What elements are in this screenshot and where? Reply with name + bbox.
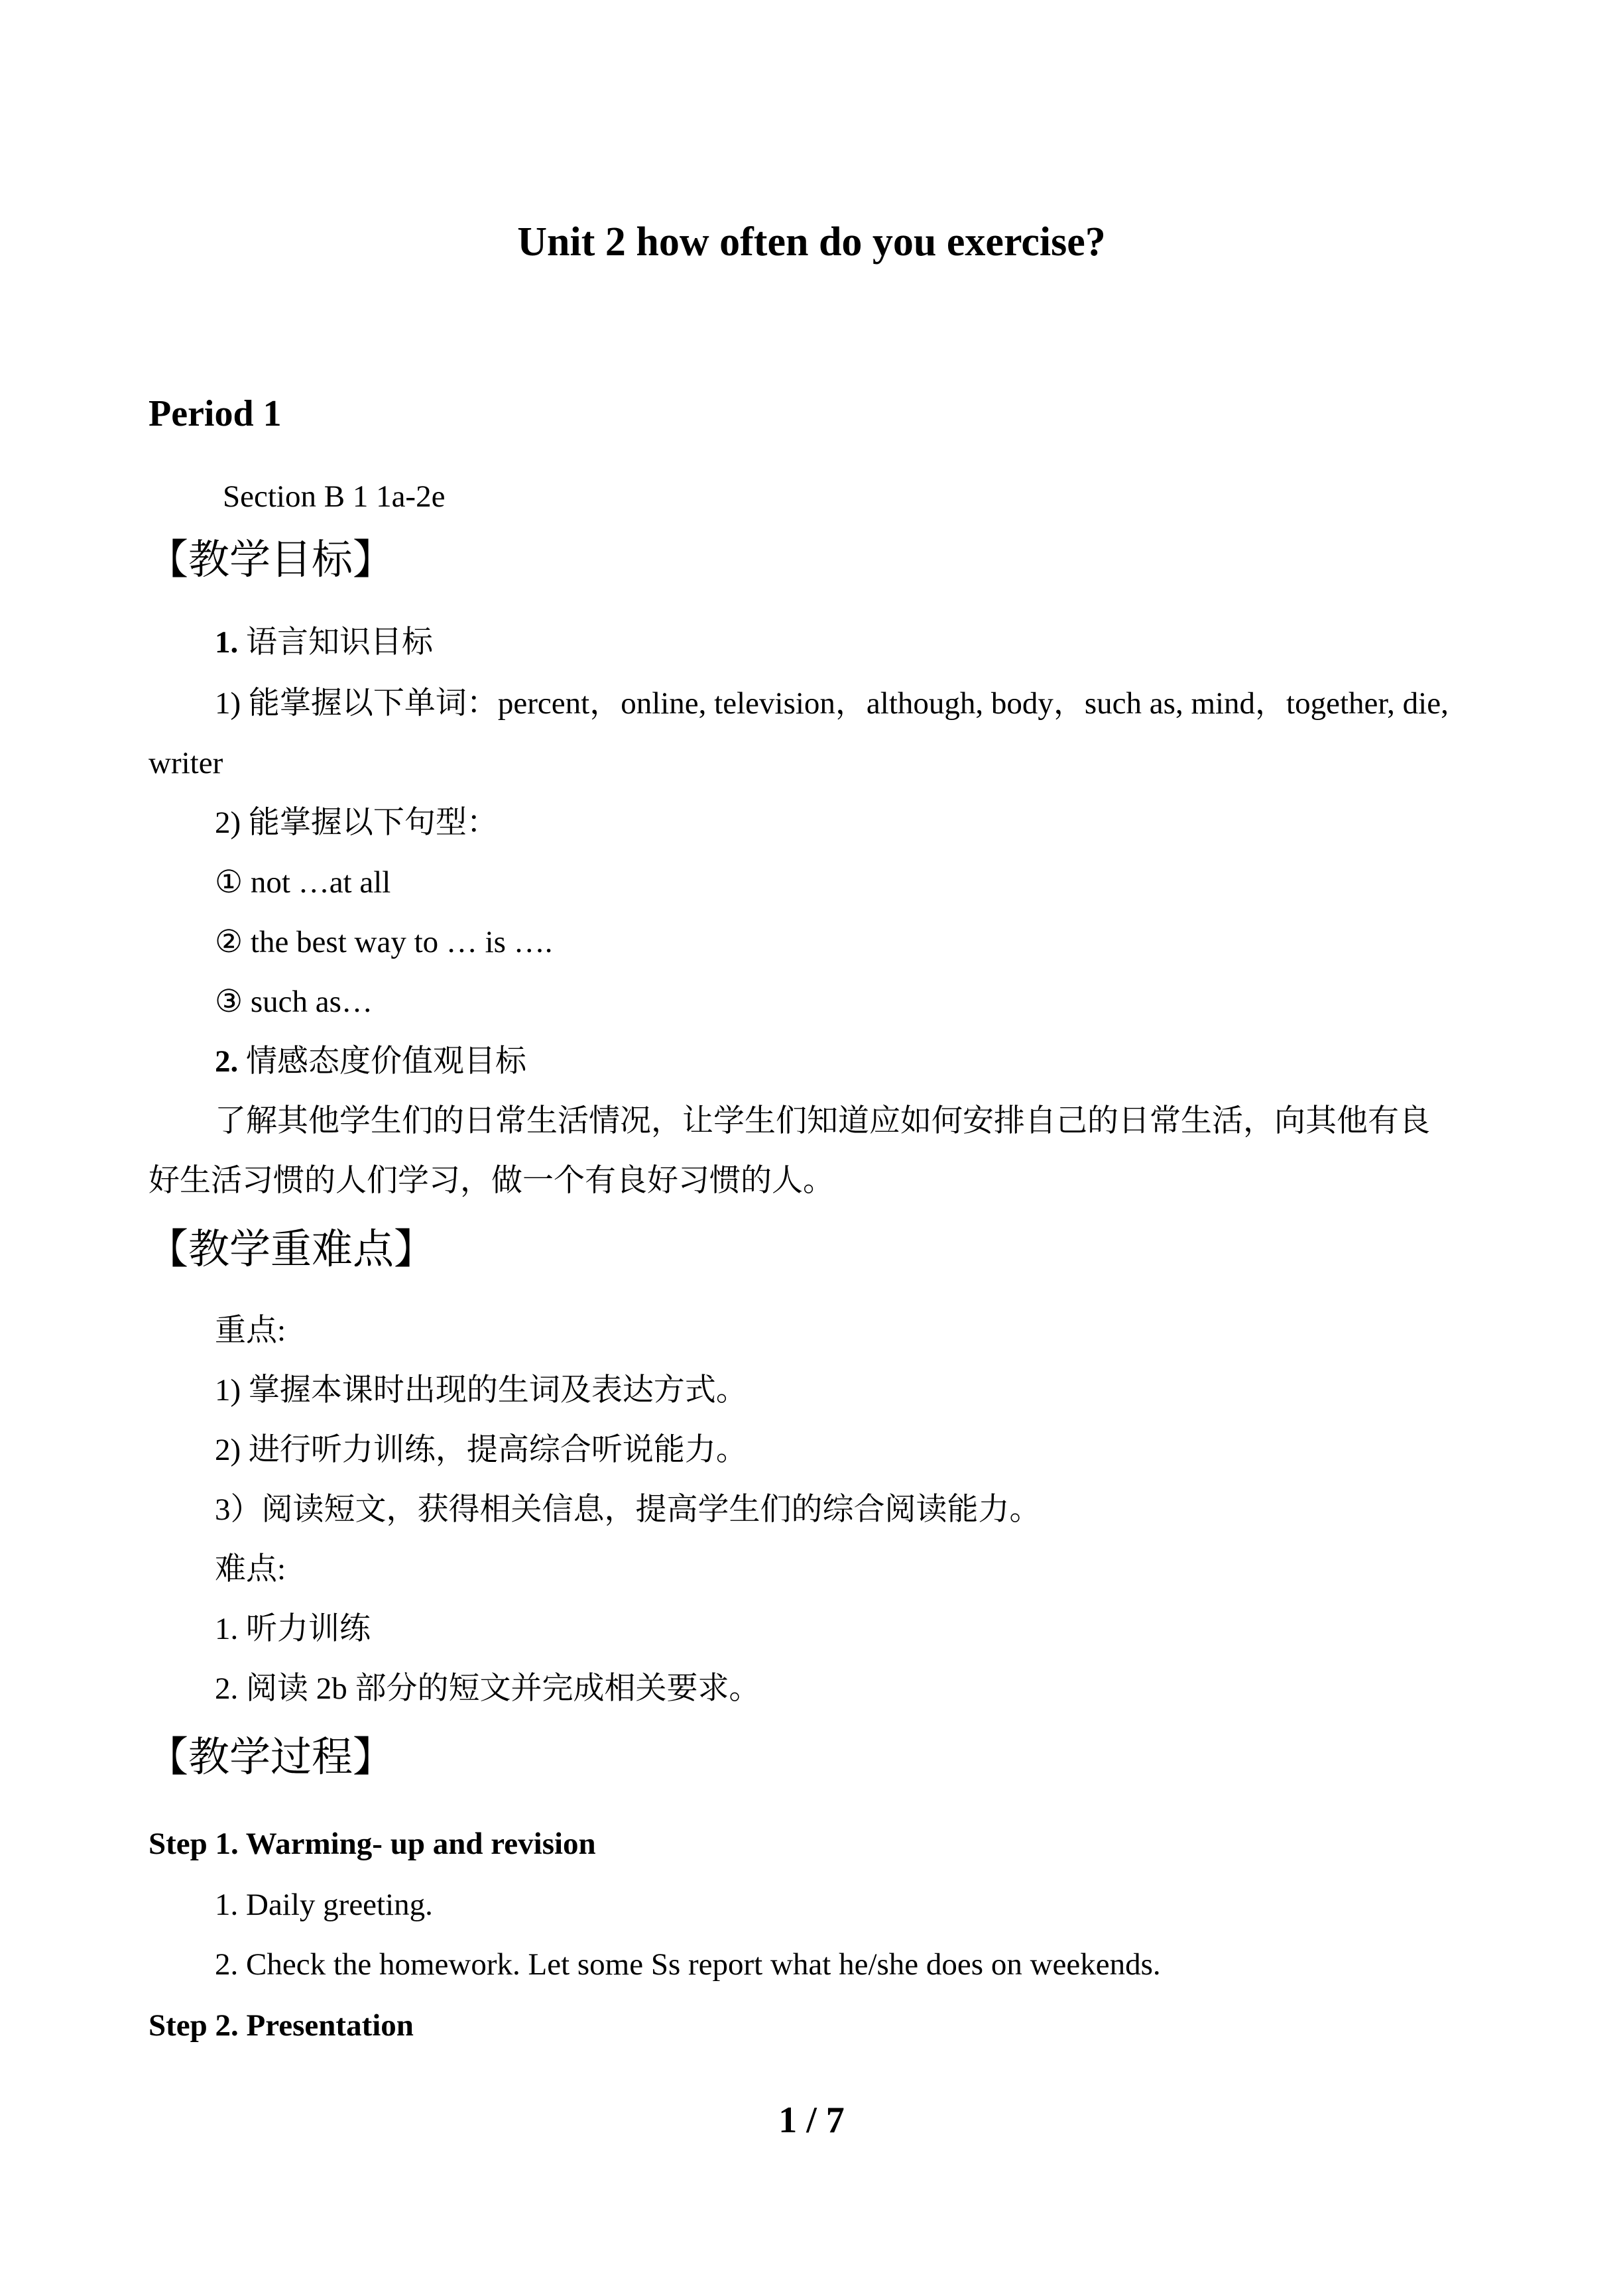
emotion-goal-number: 2. <box>215 1044 239 1079</box>
emotion-goal-text: 情感态度价值观目标 <box>246 1044 526 1079</box>
patterns-intro: 2) 能掌握以下句型： <box>215 806 498 840</box>
pattern-item: ① not …at all <box>215 865 391 900</box>
emotion-line-1: 了解其他学生们的日常生活情况，让学生们知道应如何安排自己的日常生活，向其他有良 <box>215 1104 1430 1138</box>
pattern-item: ③ such as… <box>215 985 373 1019</box>
difficult-label: 难点: <box>215 1552 286 1587</box>
key-points-heading: 【教学重难点】 <box>147 1227 436 1272</box>
emotion-goal-title <box>215 1044 526 1079</box>
section-label: Section B 1 1a-2e <box>223 479 446 514</box>
key-item: 1) 掌握本课时出现的生词及表达方式。 <box>215 1373 747 1408</box>
pattern-item: ② the best way to … is …. <box>215 925 553 959</box>
key-item: 3）阅读短文，获得相关信息，提高学生们的综合阅读能力。 <box>215 1492 1041 1527</box>
step-1-item: 2. Check the homework. Let some Ss report what he/she does on weekends. <box>215 1947 1161 1982</box>
words-line-1: 1) 能掌握以下单词：percent，online, television，although, body，such as, mind，together, die, <box>215 686 1449 721</box>
step-2-title: Step 2. Presentation <box>149 2008 414 2043</box>
step-1-item: 1. Daily greeting. <box>215 1888 433 1922</box>
document-title: Unit 2 how often do you exercise? <box>517 219 1106 265</box>
step-1-title: Step 1. Warming- up and revision <box>149 1827 596 1861</box>
period-heading: Period 1 <box>149 393 282 434</box>
goals-heading: 【教学目标】 <box>147 538 394 583</box>
page-number: 1 / 7 <box>778 2100 845 2141</box>
knowledge-goal-title <box>215 625 433 660</box>
key-label: 重点: <box>215 1313 286 1348</box>
difficult-item: 2. 阅读 2b 部分的短文并完成相关要求。 <box>215 1671 760 1706</box>
words-line-2: writer <box>149 746 223 780</box>
emotion-line-2: 好生活习惯的人们学习，做一个有良好习惯的人。 <box>149 1164 834 1198</box>
knowledge-goal-text: 语言知识目标 <box>246 625 433 660</box>
key-item: 2) 进行听力训练，提高综合听说能力。 <box>215 1433 747 1467</box>
process-heading: 【教学过程】 <box>147 1735 394 1780</box>
knowledge-goal-number: 1. <box>215 625 239 660</box>
difficult-item: 1. 听力训练 <box>215 1612 371 1646</box>
